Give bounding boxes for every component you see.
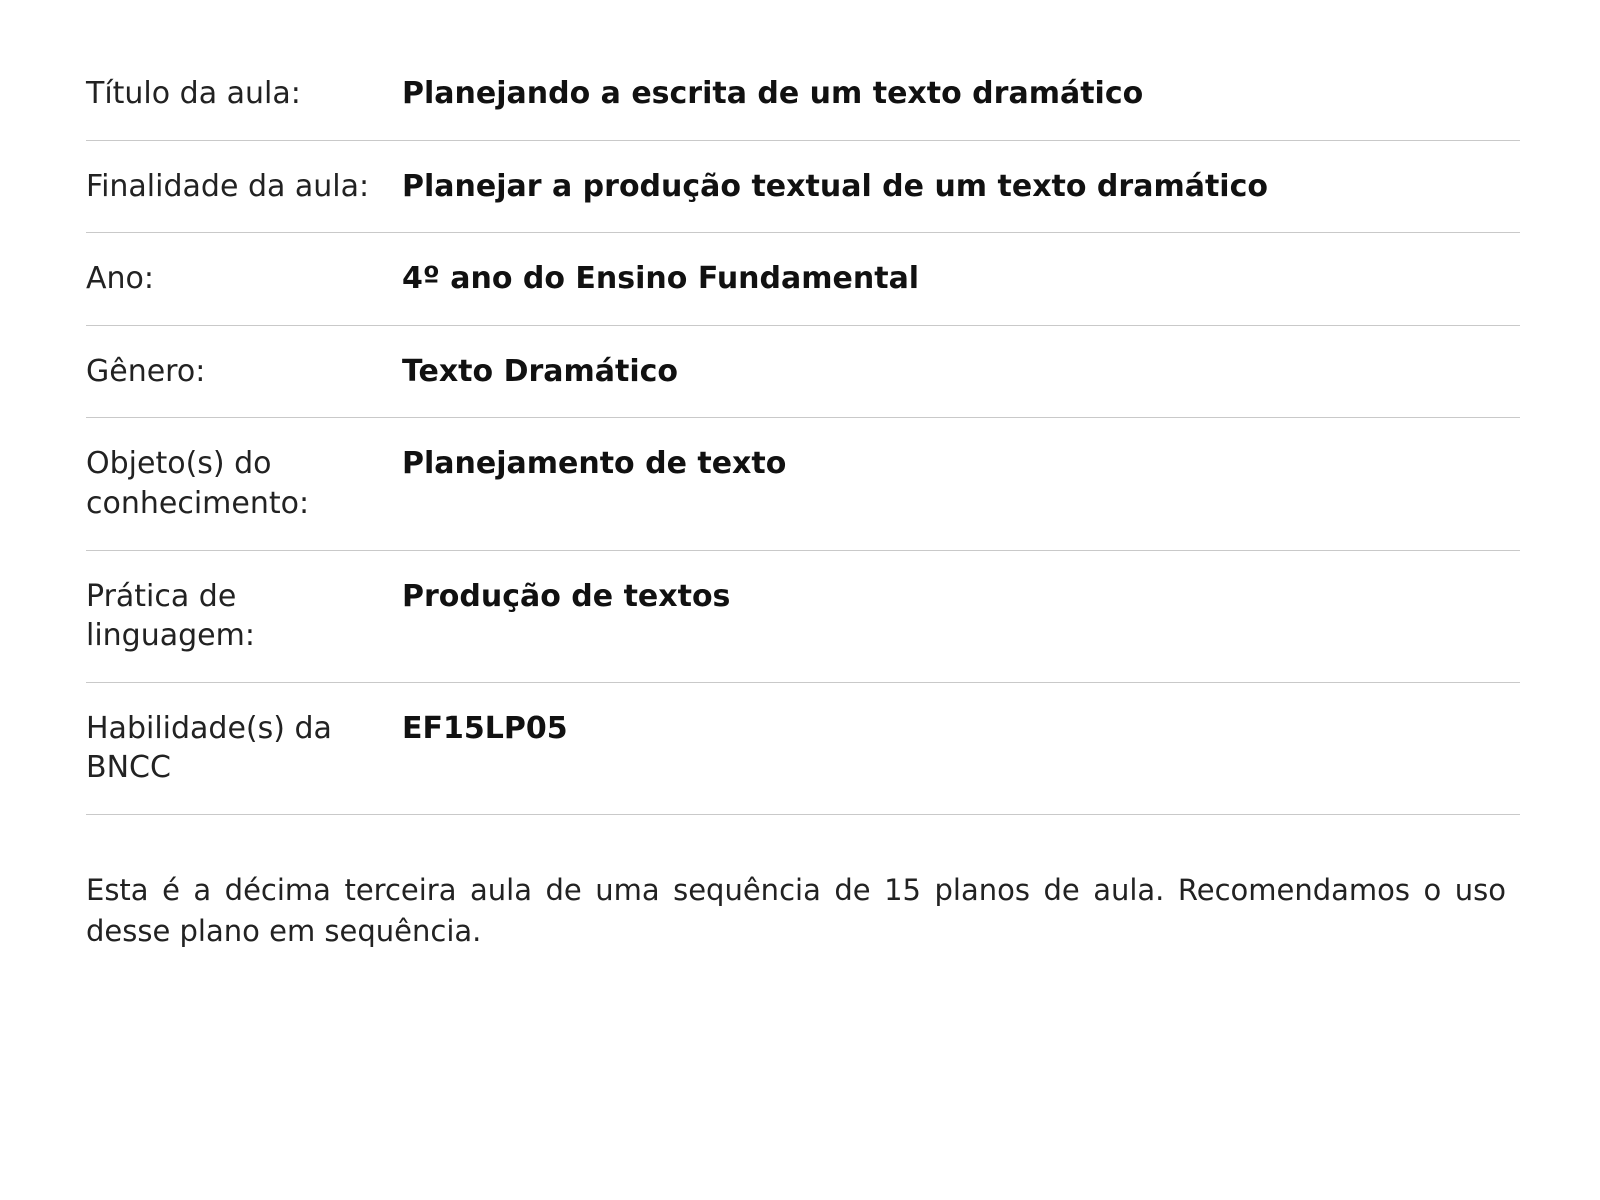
lesson-info-table-body — [86, 52, 1520, 814]
table-row-genero — [86, 325, 1520, 418]
row-value-genero: Texto Dramático — [400, 325, 1520, 418]
row-label-ano: Ano: — [86, 233, 400, 326]
row-label-finalidade: Finalidade da aula: — [86, 140, 400, 233]
row-value-pratica-linguagem: Produção de textos — [400, 550, 1520, 682]
lesson-info-table — [86, 52, 1520, 814]
row-label-habilidade-bncc: Habilidade(s) da BNCC — [86, 682, 400, 814]
table-row-objeto-conhecimento — [86, 418, 1520, 550]
table-row-pratica-linguagem — [86, 550, 1520, 682]
sequence-note — [86, 814, 1520, 952]
row-value-objeto-conhecimento: Planejamento de texto — [400, 418, 1520, 550]
row-value-ano: 4º ano do Ensino Fundamental — [400, 233, 1520, 326]
row-label-objeto-conhecimento: Objeto(s) do conhecimento: — [86, 418, 400, 550]
table-row-ano — [86, 233, 1520, 326]
row-label-pratica-linguagem: Prática de linguagem: — [86, 550, 400, 682]
row-value-habilidade-bncc: EF15LP05 — [400, 682, 1520, 814]
table-row-titulo — [86, 52, 1520, 140]
row-value-finalidade: Planejar a produção textual de um texto dramático — [400, 140, 1520, 233]
sequence-note-text: Esta é a décima terceira aula de uma sequência de 15 planos de aula. Recomendamos o uso desse plano em sequência. — [86, 872, 1506, 949]
table-row-habilidade-bncc — [86, 682, 1520, 814]
table-row-finalidade — [86, 140, 1520, 233]
row-value-titulo: Planejando a escrita de um texto dramático — [402, 76, 1144, 111]
row-label-genero: Gênero: — [86, 325, 400, 418]
row-label-titulo: Título da aula: — [86, 76, 301, 111]
